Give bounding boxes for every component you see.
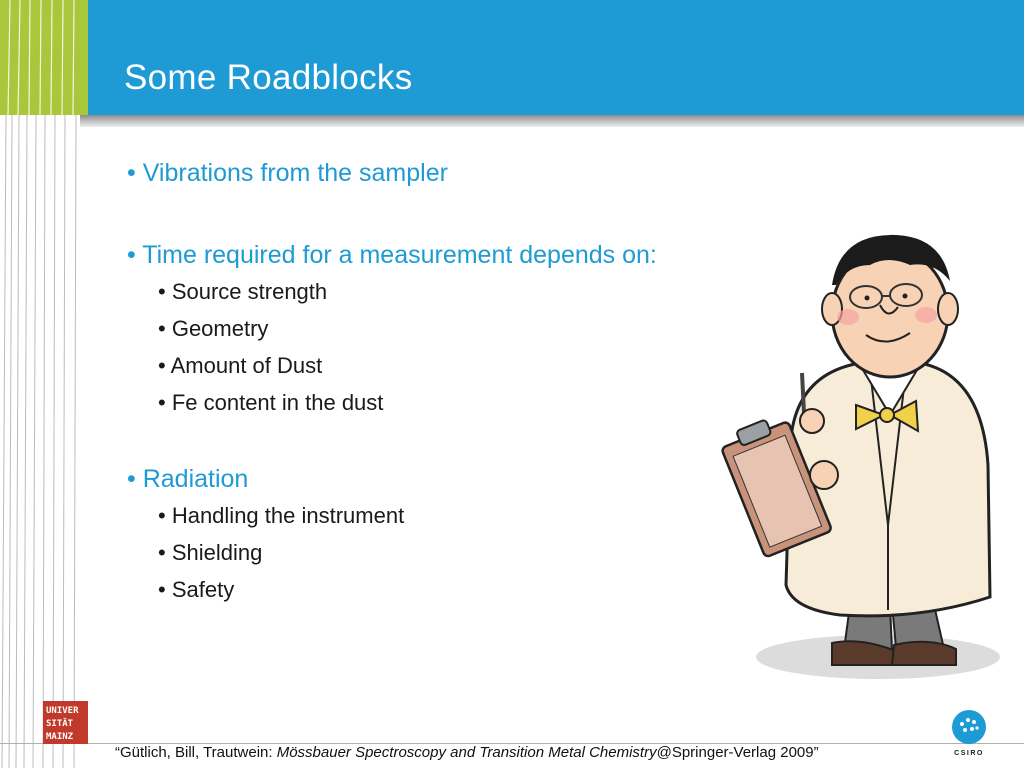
bullet-level2: • Safety [158, 577, 235, 602]
csiro-logo [946, 706, 992, 758]
svg-text:SITÄT: SITÄT [46, 719, 74, 729]
slide-title: Some Roadblocks [124, 58, 413, 97]
bullet-level2: • Fe content in the dust [158, 390, 384, 415]
bullet-level1: • Time required for a measurement depends on: [127, 241, 657, 269]
bullet-level1: • Vibrations from the sampler [127, 159, 448, 187]
svg-text:UNIVER: UNIVER [46, 706, 79, 716]
bullet-level2: • Shielding [158, 540, 263, 565]
title-bar-shadow [80, 115, 1024, 127]
bullet-level2: • Geometry [158, 316, 269, 341]
university-mainz-logo [43, 701, 88, 744]
bullet-level2: • Source strength [158, 279, 328, 304]
citation: “Gütlich, Bill, Trautwein: Mössbauer Spectroscopy and Transition Metal Chemistry@Springer-Verlag 2009” [115, 744, 819, 761]
bullet-list [127, 155, 657, 608]
svg-text:MAINZ: MAINZ [46, 732, 74, 742]
scientist-illustration [720, 225, 1010, 685]
bullet-level1: • Radiation [127, 465, 249, 493]
bullet-level2: • Handling the instrument [158, 503, 405, 528]
bullet-level2: • Amount of Dust [158, 353, 323, 378]
svg-text:CSIRO: CSIRO [954, 750, 984, 757]
